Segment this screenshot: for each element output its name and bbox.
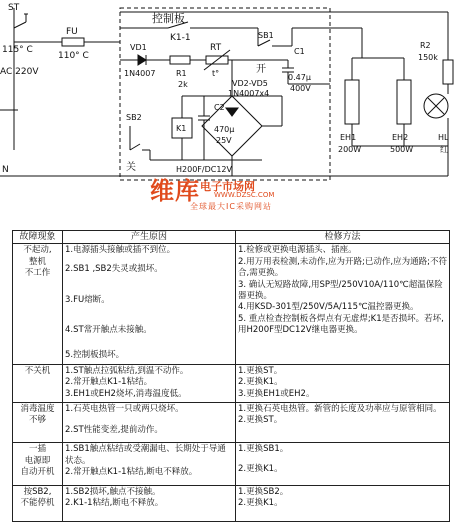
cause-item: 1.石英电热管一只或两只烧坏。 [65, 403, 184, 414]
symptom-line: 不起动, [23, 245, 52, 256]
symptom-line: 自动开机 [20, 467, 55, 478]
watermark-logo: 维库 [150, 177, 200, 205]
label-sb1: SB1 [258, 31, 274, 40]
label-r1: R1 [176, 69, 187, 78]
cause-item: 2.常开触点K1-1粘结,断电不释放。 [65, 467, 198, 478]
watermark [150, 176, 280, 216]
label-c1-val1: 0.47μ [288, 73, 311, 82]
fix-item: 2.用万用表检测,未动作,应为开路;已动作,应为通路;不符合,需更换。 [238, 256, 447, 279]
label-rt: RT [210, 43, 222, 53]
label-relay: H200F/DC12V [176, 165, 232, 174]
fix-cell [236, 443, 450, 485]
label-c2-val1: 470μ [214, 125, 235, 134]
symptom-cell [13, 244, 63, 364]
table-row [13, 485, 450, 521]
symptom-cell [13, 364, 63, 402]
cause-item: 2.SB1 ,SB2失灵或损坏。 [65, 263, 163, 274]
label-bridge: VD2-VD5 [232, 79, 268, 88]
label-close: 关 [126, 162, 136, 173]
symptom-cell [13, 485, 63, 521]
cause-cell [63, 364, 236, 402]
label-st: ST [8, 3, 20, 13]
fix-item: 2.更换ST。 [238, 415, 283, 426]
label-r1-val: 2k [178, 80, 188, 89]
cause-item: 3.FU熔断。 [65, 295, 110, 306]
label-hl-color: 红 [440, 145, 448, 154]
label-st-temp: 115° C [2, 45, 33, 55]
label-eh2-val: 500W [390, 145, 414, 154]
label-t-mark: t° [212, 69, 220, 78]
header-cause: 产生原因 [63, 231, 236, 244]
cause-item: 1.SB2损坏,触点不接触。 [65, 486, 161, 497]
cause-cell [63, 485, 236, 521]
cause-item: 1.SB1触点粘结或受潮漏电、长期处于导通状态。 [65, 444, 226, 466]
fix-item: 1.更换SB2。 [238, 486, 289, 497]
label-eh1: EH1 [340, 133, 357, 142]
fix-item: 1.检修或更换电源插头、插座。 [238, 245, 357, 256]
header-symptom: 故障现象 [13, 231, 63, 244]
fix-item: 3. 确认无短路故障,用SP型/250V10A/110℃超温保险器更换。 [238, 279, 443, 302]
fix-item: 3.更换EH1或EH2。 [238, 388, 315, 399]
symptom-line: 不够 [28, 415, 46, 426]
label-sb2: SB2 [126, 113, 142, 122]
table-header-row [13, 231, 450, 244]
fault-table [12, 230, 450, 522]
cause-cell [63, 244, 236, 364]
label-vd1: VD1 [130, 43, 147, 52]
symptom-line: 不关机 [24, 365, 51, 376]
fix-item: 1.更换石英电热管。新管的长度及功率应与原管相同。 [238, 403, 442, 414]
label-c1: C1 [294, 47, 305, 56]
symptom-cell [13, 443, 63, 485]
table-row [13, 443, 450, 485]
symptom-cell [13, 402, 63, 442]
label-fu-temp: 110° C [58, 51, 89, 61]
watermark-url: WWW.DZSC.COM [214, 191, 275, 199]
fix-item: 2.更换K1。 [238, 377, 283, 388]
label-open: 开 [256, 64, 266, 75]
fix-item: 2.更换K1。 [238, 498, 283, 509]
symptom-line: 消毒温度 [20, 403, 55, 414]
symptom-line: 电源即 [24, 455, 51, 466]
symptom-line: 按SB2, [23, 486, 52, 497]
label-eh2: EH2 [392, 133, 409, 142]
table-row [13, 364, 450, 402]
cause-item: 1.电源插头接触或插不到位。 [65, 245, 176, 256]
symptom-line: 不工作 [24, 268, 51, 279]
label-fu: FU [66, 27, 78, 37]
label-c2-val2: 25V [216, 136, 232, 145]
fix-item: 2.更换K1。 [238, 463, 283, 474]
fix-cell [236, 402, 450, 442]
label-board: 控制板 [152, 12, 185, 25]
label-k1-contact: K1-1 [170, 33, 191, 43]
label-r2: R2 [420, 41, 431, 50]
fix-cell [236, 364, 450, 402]
table-row [13, 402, 450, 442]
symptom-line: 一插 [28, 444, 46, 455]
label-vd1-part: 1N4007 [124, 69, 156, 78]
cause-item: 3.EH1或EH2烧坏,消毒温度低。 [65, 388, 187, 399]
cause-item: 4.ST常开触点未接触。 [65, 324, 152, 335]
table-row [13, 244, 450, 364]
header-fix: 检修方法 [236, 231, 450, 244]
cause-item: 2.K1-1粘结,断电不释放。 [65, 498, 164, 509]
cause-item: 5.控制板损坏。 [65, 350, 125, 361]
fix-cell [236, 244, 450, 364]
fix-item: 1.更换ST。 [238, 365, 283, 376]
cause-cell [63, 443, 236, 485]
fix-item: 5. 重点检查控制板各焊点有无虚焊;K1是否损坏。若坏,用H200F型DC12V继电器更换。 [238, 313, 444, 336]
label-k1: K1 [176, 124, 187, 133]
fix-item: 4.用KSD-301型/250V/5A/115℃温控器更换。 [238, 302, 419, 313]
watermark-title: 电子市场网 [200, 180, 255, 193]
cause-item: 2.常开触点K1-1粘结。 [65, 377, 153, 388]
label-c1-val2: 400V [290, 84, 311, 93]
symptom-line: 整机 [28, 256, 46, 267]
cause-item: 2.ST性能变差,提前动作。 [65, 425, 163, 436]
label-bridge-part: 1N4007x4 [228, 89, 270, 98]
fix-item: 1.更换SB1。 [238, 444, 289, 455]
fix-cell [236, 485, 450, 521]
label-neutral: N [2, 165, 9, 175]
label-c2: C2 [214, 103, 225, 112]
label-eh1-val: 200W [338, 145, 362, 154]
cause-item: 1.ST触点拉弧粘结,到温不动作。 [65, 365, 189, 376]
label-hl: HL [438, 133, 449, 142]
watermark-slogan: 全球最大IC采购网站 [190, 202, 272, 211]
symptom-line: 不能停机 [20, 498, 55, 509]
cause-cell [63, 402, 236, 442]
label-r2-val: 150k [418, 53, 438, 62]
label-ac: AC 220V [0, 67, 39, 77]
